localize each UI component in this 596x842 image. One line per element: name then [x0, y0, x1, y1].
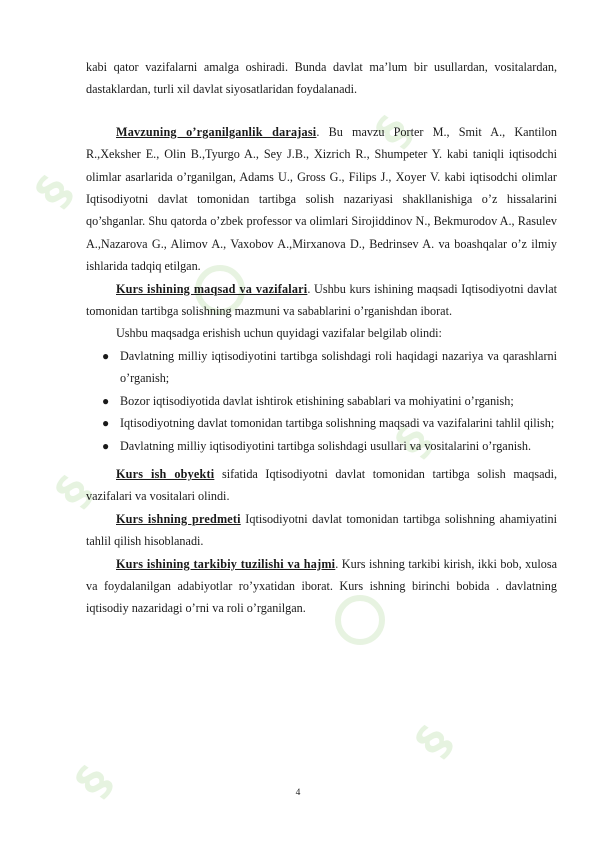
- structure-paragraph: [86, 553, 557, 620]
- intro-paragraph: kabi qator vazifalarni amalga oshiradi. Bunda davlat ma’lum bir usullardan, vositalardan, dastaklardan, turli xil davlat siyosatlaridan foydalanadi.: [86, 60, 557, 97]
- degree-text: Bu mavzu Porter M., Smit A., Kantilon R.,Xeksher E., Olin B.,Tyurgo A., Sey J.B., Xizrich R., Shumpeter Y. kabi taniqli iqtisodchi olimlar asarlarida o’rganilgan, Adams U., Gross G., Filips J., Xoyer V. kabi iqtisodchi olimlar Iqtisodiyotni davlat tomonidan tartibga solish nazariyasi shakllanishiga o’z hissalarini qo’shganlar. Shu qatorda o’zbek professor va olimlari Sirojiddinov N., Bekmurodov A., Rasulev A.,Nazarova G., Alimov A., Vaxobov A.,Mirxanova D., Bedrinsev A. va boashqalar o’z ilmiy ishlarida tadqiq etilgan.: [86, 124, 557, 274]
- object-heading: Kurs ish obyekti: [116, 466, 215, 481]
- object-text: sifatida Iqtisodiyotni davlat tomonidan tartibga solish maqsadi, vazifalari va vositalari olindi.: [86, 466, 558, 504]
- subject-text: Iqtisodiyotni davlat tomonidan tartibga solishning ahamiyatini tahlil qilish hisoblanadi.: [86, 511, 557, 549]
- page-number: 4: [295, 788, 301, 798]
- bullet-icon: ●: [102, 393, 110, 408]
- document-page: [86, 56, 557, 620]
- list-item: ● Bozor iqtisodiyotida davlat ishtirok etishining sabablari va mohiyatini o’rganish;: [86, 390, 557, 412]
- subject-heading: Kurs ishning predmeti: [116, 511, 241, 526]
- degree-heading-period: .: [316, 124, 320, 139]
- degree-heading: Mavzuning o’rganilganlik darajasi: [116, 124, 317, 139]
- svg-text:§: §: [24, 166, 83, 217]
- subject-paragraph: [86, 508, 557, 553]
- object-paragraph: [86, 463, 557, 508]
- goal-text: Ushbu kurs ishining maqsadi Iqtisodiyotni davlat tomonidan tartibga solishning mazmuni va sabablarini o’rganishdan iborat.: [86, 281, 558, 319]
- goal-heading: Kurs ishining maqsad va vazifalari: [116, 281, 308, 296]
- list-item: ● Iqtisodiyotning davlat tomonidan tartibga solishning maqsadi va vazifalarini tahlil qilish;: [86, 412, 557, 434]
- goal-heading-period: .: [307, 281, 311, 296]
- spacer: [86, 101, 557, 121]
- structure-heading-period: .: [335, 556, 339, 571]
- bullet-icon: ●: [102, 416, 110, 431]
- bullet-icon: ●: [102, 438, 110, 453]
- svg-text:§: §: [364, 106, 423, 157]
- svg-text:§: §: [64, 756, 123, 807]
- task-list: [86, 345, 557, 457]
- list-item: ● Davlatning milliy iqtisodiyotini tartibga solishdagi usullari va vositalarini o’rganish.: [86, 435, 557, 457]
- degree-paragraph: [86, 121, 557, 278]
- svg-text:§: §: [44, 466, 103, 517]
- goal-paragraph: [86, 278, 557, 323]
- bullet-icon: ●: [102, 348, 110, 363]
- svg-text:§: §: [404, 716, 463, 767]
- tasks-intro: Ushbu maqsadga erishish uchun quyidagi vazifalar belgilab olindi:: [116, 326, 442, 341]
- list-item: ● Davlatning milliy iqtisodiyotini tartibga solishdagi roli haqidagi nazariya va qarashlarni o’rganish;: [86, 345, 557, 390]
- svg-text:§: §: [384, 416, 443, 467]
- structure-text: Kurs ishning tarkibi kirish, ikki bob, xulosa va foydalanilgan adabiyotlar ro’yxatidan iborat. Kurs ishning birinchi bobida . davlatning iqtisodiy nazaridagi o’rni va roli o’rganilgan.: [86, 556, 557, 616]
- structure-heading: Kurs ishining tarkibiy tuzilishi va hajmi: [116, 556, 336, 571]
